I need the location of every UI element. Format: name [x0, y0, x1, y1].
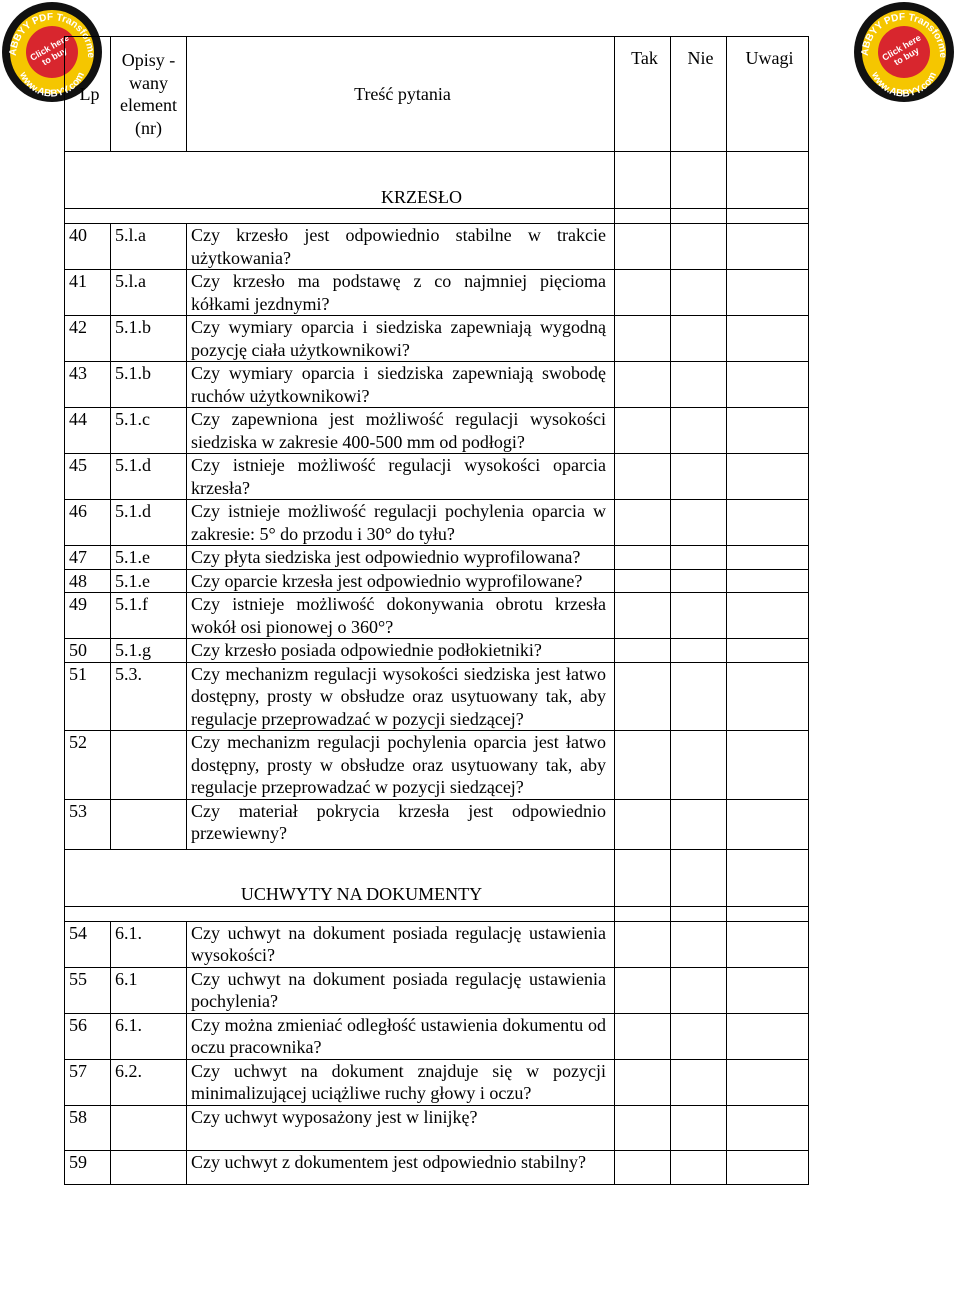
badge-text-ring: [848, 0, 960, 108]
questionnaire-table: [64, 36, 809, 1185]
answer-cell: [615, 152, 671, 209]
answer-yes-cell[interactable]: [615, 1105, 671, 1151]
row-number: 52: [65, 731, 111, 800]
row-question: Czy oparcie krzesła jest odpowiednio wyprofilowane?: [187, 569, 615, 593]
header-element: Opisy - wany element (nr): [111, 37, 187, 152]
notes-cell[interactable]: [727, 799, 809, 849]
section-row-doc-holders: [65, 849, 809, 906]
row-number: 55: [65, 967, 111, 1013]
answer-yes-cell[interactable]: [615, 967, 671, 1013]
row-question: Czy krzesło ma podstawę z co najmniej pięcioma kółkami jezdnymi?: [187, 270, 615, 316]
row-element: 5.1.e: [111, 546, 187, 570]
question-row: [65, 224, 809, 270]
row-question: Czy istnieje możliwość dokonywania obrotu krzesła wokół osi pionowej o 360°?: [187, 593, 615, 639]
notes-cell[interactable]: [727, 362, 809, 408]
question-row: [65, 546, 809, 570]
answer-cell: [671, 849, 727, 906]
row-question: Czy uchwyt na dokument znajduje się w pozycji minimalizującej uciążliwe ruchy głowy i oczu?: [187, 1059, 615, 1105]
answer-no-cell[interactable]: [671, 639, 727, 663]
row-number: 56: [65, 1013, 111, 1059]
question-row: [65, 662, 809, 731]
row-number: 48: [65, 569, 111, 593]
row-question: Czy uchwyt z dokumentem jest odpowiednio stabilny?: [187, 1151, 615, 1185]
row-element: 5.1.b: [111, 316, 187, 362]
answer-yes-cell[interactable]: [615, 1151, 671, 1185]
notes-cell[interactable]: [727, 1059, 809, 1105]
notes-cell[interactable]: [727, 569, 809, 593]
row-number: 53: [65, 799, 111, 849]
row-question: Czy krzesło jest odpowiednio stabilne w trakcie użytkowania?: [187, 224, 615, 270]
notes-cell[interactable]: [727, 662, 809, 731]
question-row: [65, 639, 809, 663]
row-element: [111, 731, 187, 800]
question-row: [65, 593, 809, 639]
row-question: Czy uchwyt wyposażony jest w linijkę?: [187, 1105, 615, 1151]
answer-no-cell[interactable]: [671, 1013, 727, 1059]
answer-no-cell[interactable]: [671, 569, 727, 593]
answer-yes-cell[interactable]: [615, 569, 671, 593]
notes-cell[interactable]: [727, 731, 809, 800]
answer-no-cell[interactable]: [671, 408, 727, 454]
question-row: [65, 1059, 809, 1105]
question-row: [65, 967, 809, 1013]
row-element: 5.1.d: [111, 500, 187, 546]
section-title-chair: KRZESŁO: [381, 186, 462, 207]
answer-yes-cell[interactable]: [615, 362, 671, 408]
section-title-doc-holders: UCHWYTY NA DOKUMENTY: [240, 884, 483, 904]
row-number: 57: [65, 1059, 111, 1105]
answer-no-cell[interactable]: [671, 224, 727, 270]
row-question: Czy krzesło posiada odpowiednie podłokietniki?: [187, 639, 615, 663]
notes-cell[interactable]: [727, 408, 809, 454]
answer-yes-cell[interactable]: [615, 454, 671, 500]
row-number: 58: [65, 1105, 111, 1151]
badge-click-label: Click here to buy: [880, 32, 923, 68]
header-no: Nie: [671, 37, 727, 152]
row-question: Czy uchwyt na dokument posiada regulację ustawienia wysokości?: [187, 921, 615, 967]
answer-no-cell[interactable]: [671, 921, 727, 967]
question-row: [65, 1151, 809, 1185]
row-element: 5.1.e: [111, 569, 187, 593]
row-number: 59: [65, 1151, 111, 1185]
table-header: [65, 37, 809, 152]
question-row: [65, 362, 809, 408]
notes-cell: [727, 152, 809, 209]
row-element: 5.1.d: [111, 454, 187, 500]
question-row: [65, 1013, 809, 1059]
questionnaire: [64, 36, 808, 1185]
badge-top-text: ABBYY PDF Transforme: [859, 11, 949, 59]
question-row: [65, 316, 809, 362]
badge-bottom-text: www.ABBYY.com: [869, 70, 939, 100]
row-number: 41: [65, 270, 111, 316]
row-number: 45: [65, 454, 111, 500]
row-number: 46: [65, 500, 111, 546]
answer-no-cell[interactable]: [671, 1059, 727, 1105]
doc-holder-rows: [65, 921, 809, 1184]
row-element: 6.2.: [111, 1059, 187, 1105]
row-question: Czy istnieje możliwość regulacji pochylenia oparcia w zakresie: 5° do przodu i 30° do tyłu?: [187, 500, 615, 546]
row-element: 5.1.b: [111, 362, 187, 408]
notes-cell[interactable]: [727, 500, 809, 546]
answer-yes-cell[interactable]: [615, 799, 671, 849]
answer-no-cell[interactable]: [671, 1105, 727, 1151]
answer-cell: [615, 849, 671, 906]
row-number: 47: [65, 546, 111, 570]
answer-yes-cell[interactable]: [615, 500, 671, 546]
row-element: [111, 799, 187, 849]
row-number: 54: [65, 921, 111, 967]
row-question: Czy mechanizm regulacji pochylenia oparcia jest łatwo dostępny, prosty w obsłudze oraz usytuowany tak, aby regulacje przeprowadzać w pozycji siedzącej?: [187, 731, 615, 800]
answer-yes-cell[interactable]: [615, 316, 671, 362]
answer-yes-cell[interactable]: [615, 1013, 671, 1059]
row-element: 6.1.: [111, 921, 187, 967]
section-row-chair: [65, 152, 809, 209]
chair-rows: [65, 224, 809, 850]
header-notes: Uwagi: [727, 37, 809, 152]
question-row: [65, 500, 809, 546]
notes-cell[interactable]: [727, 224, 809, 270]
notes-cell: [727, 849, 809, 906]
row-element: 5.1.f: [111, 593, 187, 639]
answer-yes-cell[interactable]: [615, 639, 671, 663]
row-element: [111, 1151, 187, 1185]
notes-cell[interactable]: [727, 921, 809, 967]
answer-yes-cell[interactable]: [615, 270, 671, 316]
answer-yes-cell[interactable]: [615, 731, 671, 800]
answer-no-cell[interactable]: [671, 967, 727, 1013]
answer-cell: [671, 152, 727, 209]
question-row: [65, 454, 809, 500]
row-question: Czy zapewniona jest możliwość regulacji wysokości siedziska w zakresie 400-500 mm od podłogi?: [187, 408, 615, 454]
answer-yes-cell[interactable]: [615, 408, 671, 454]
notes-cell[interactable]: [727, 639, 809, 663]
badge-top-text: ABBYY PDF Transforme: [7, 11, 97, 59]
answer-yes-cell[interactable]: [615, 921, 671, 967]
row-number: 43: [65, 362, 111, 408]
answer-no-cell[interactable]: [671, 316, 727, 362]
notes-cell[interactable]: [727, 967, 809, 1013]
row-number: 50: [65, 639, 111, 663]
answer-no-cell[interactable]: [671, 799, 727, 849]
row-element: 5.l.a: [111, 224, 187, 270]
answer-no-cell[interactable]: [671, 1151, 727, 1185]
question-row: [65, 921, 809, 967]
notes-cell[interactable]: [727, 454, 809, 500]
row-question: Czy wymiary oparcia i siedziska zapewniają swobodę ruchów użytkownikowi?: [187, 362, 615, 408]
question-row: [65, 569, 809, 593]
row-element: [111, 1105, 187, 1151]
answer-yes-cell[interactable]: [615, 224, 671, 270]
notes-cell[interactable]: [727, 316, 809, 362]
row-element: 5.l.a: [111, 270, 187, 316]
row-number: 42: [65, 316, 111, 362]
header-lp: Lp: [65, 37, 111, 152]
answer-no-cell[interactable]: [671, 454, 727, 500]
row-element: 5.1.c: [111, 408, 187, 454]
notes-cell[interactable]: [727, 270, 809, 316]
row-element: 5.3.: [111, 662, 187, 731]
row-question: Czy płyta siedziska jest odpowiednio wyprofilowana?: [187, 546, 615, 570]
notes-cell[interactable]: [727, 593, 809, 639]
answer-yes-cell[interactable]: [615, 662, 671, 731]
notes-cell[interactable]: [727, 546, 809, 570]
row-question: Czy istnieje możliwość regulacji wysokości oparcia krzesła?: [187, 454, 615, 500]
answer-yes-cell[interactable]: [615, 1059, 671, 1105]
answer-no-cell[interactable]: [671, 593, 727, 639]
row-number: 49: [65, 593, 111, 639]
question-row: [65, 408, 809, 454]
header-question: Treść pytania: [187, 37, 615, 152]
answer-no-cell[interactable]: [671, 731, 727, 800]
row-question: Czy wymiary oparcia i siedziska zapewniają wygodną pozycję ciała użytkownikowi?: [187, 316, 615, 362]
header-yes: Tak: [615, 37, 671, 152]
row-number: 40: [65, 224, 111, 270]
notes-cell[interactable]: [727, 1105, 809, 1151]
answer-no-cell[interactable]: [671, 362, 727, 408]
badge-bottom-text: www.ABBYY.com: [17, 70, 87, 100]
row-question: Czy można zmieniać odległość ustawienia dokumentu od oczu pracownika?: [187, 1013, 615, 1059]
notes-cell[interactable]: [727, 1151, 809, 1185]
question-row: [65, 799, 809, 849]
question-row: [65, 270, 809, 316]
row-question: Czy materiał pokrycia krzesła jest odpowiednio przewiewny?: [187, 799, 615, 849]
answer-no-cell[interactable]: [671, 500, 727, 546]
answer-no-cell[interactable]: [671, 546, 727, 570]
notes-cell[interactable]: [727, 1013, 809, 1059]
row-question: Czy uchwyt na dokument posiada regulację ustawienia pochylenia?: [187, 967, 615, 1013]
row-number: 51: [65, 662, 111, 731]
row-element: 6.1: [111, 967, 187, 1013]
answer-yes-cell[interactable]: [615, 593, 671, 639]
question-row: [65, 731, 809, 800]
badge-click-label: Click here to buy: [28, 32, 71, 68]
answer-no-cell[interactable]: [671, 270, 727, 316]
row-element: 6.1.: [111, 1013, 187, 1059]
abbyy-badge-right[interactable]: [848, 0, 960, 108]
row-question: Czy mechanizm regulacji wysokości siedziska jest łatwo dostępny, prosty w obsłudze oraz usytuowany tak, aby regulacje przeprowadzać w pozycji siedzącej?: [187, 662, 615, 731]
answer-yes-cell[interactable]: [615, 546, 671, 570]
question-row: [65, 1105, 809, 1151]
row-element: 5.1.g: [111, 639, 187, 663]
answer-no-cell[interactable]: [671, 662, 727, 731]
row-number: 44: [65, 408, 111, 454]
